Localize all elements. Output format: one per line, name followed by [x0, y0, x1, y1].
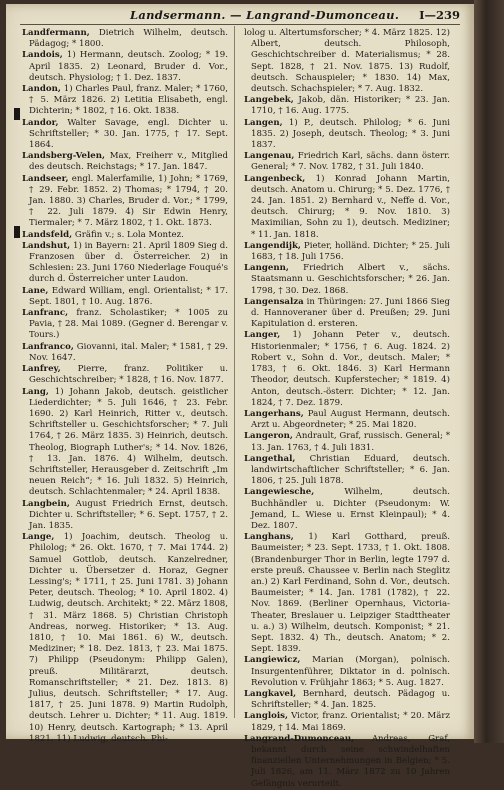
entry-headword: Langebek, [244, 95, 294, 106]
entry-text: Dietrich Wilhelm, deutsch. Pädagog; * 1800. [29, 28, 228, 50]
entry-headword: Landsfeld, [22, 229, 73, 240]
dictionary-entry [22, 364, 228, 386]
entry-text: Victor, franz. Orientalist; * 20. März 1829, † 14. Mai 1869. [251, 711, 450, 733]
entry-text: Marian (Morgan), polnisch. Insurgentenführer, Diktator in d. polnisch. Revolution v. Frühjahr 1863; * 5. Aug. 1827. [251, 655, 450, 688]
entry-headword: Lanfranco, [22, 341, 74, 352]
entry-headword: Landor, [22, 117, 59, 128]
entry-headword: Lanfrey, [22, 364, 61, 375]
entry-headword: Langiewicz, [244, 655, 301, 666]
entry-text: lolog u. Altertumsforscher; * 4. März 1825. 12) Albert, deutsch. Philosoph, Geschichtschreiber d. Materialismus; * 28. Sept. 1828, † 21. Nov. 1875. 13) Rudolf, deutsch. Schauspieler; * 1830. 14) Max, deutsch. Schachspieler; * 7. Aug. 1832. [244, 28, 450, 95]
entry-text: Pieter, holländ. Dichter; * 25. Juli 1683, † 18. Juli 1756. [251, 240, 450, 263]
entry-text: Pierre, franz. Politiker u. Geschichtschreiber; * 1828, † 16. Nov. 1877. [29, 364, 228, 386]
entry-headword: Langer, [244, 330, 281, 341]
entry-text: 1) Joachim, deutsch. Theolog u. Philolog; * 26. Okt. 1670, † 7. Mai 1744. 2) Samuel Gottlob, deutsch. Kanzelredner, Dichter u. Übersetzer d. Horaz, Gegner Lessing's; * 1711, † 25. Juni 1781. 3) Johann Peter, deutsch. Theolog; * 10. April 1802. 4) Ludwig, deutsch. Architekt; * 22. März 1808, † 31. März 1868. 5) Christian Christoph Andreas, norweg. Historiker; * 13. Aug. 1810, † 10. Mai 1861. 6) W., deutsch. Mediziner; * 18. Dez. 1813, † 23. Mai 1875. 7) Philipp (Pseudonym: Philipp Galen), preuß. Militärarzt, deutsch. Romanschriftsteller; * 21. Dez. 1813. 8) Julius, deutsch. Schriftsteller; * 17. Aug. 1817, † 25. Juni 1878. 9) Martin Rudolph, deutsch. Lehrer u. Dichter; * 11. Aug. 1819. 10) Henry, deutsch. Kartograph; * 13. April 1821. 11) Ludwig, deutsch. Phi- [29, 532, 228, 744]
page-header [20, 8, 460, 24]
dictionary-entry [244, 734, 450, 790]
entry-headword: Landseer, [22, 173, 69, 184]
dictionary-entry [22, 286, 228, 308]
dictionary-entry [22, 118, 228, 152]
entry-headword: Langeron, [244, 431, 293, 442]
entry-headword: Langensalza [244, 296, 304, 307]
entry-headword: Lanfranc, [22, 308, 69, 319]
entry-text: Friedrich Albert v., sächs. Staatsmann u. Geschichtsforscher; * 26. Jan. 1798, † 30. Dez. 1868. [251, 263, 450, 296]
entry-text: Paul August Hermann, deutsch. Arzt u. Abgeordneter; * 25. Mai 1820. [251, 408, 450, 431]
dictionary-entry [22, 230, 228, 241]
dictionary-entry [22, 308, 228, 342]
entry-text: 1) Hermann, deutsch. Zoolog; * 19. April 1835. 2) Leonard, Bruder d. Vor., deutsch. Physiolog; † 1. Dez. 1837. [29, 50, 228, 83]
dictionary-entry [244, 711, 450, 733]
dictionary-entry [244, 655, 450, 689]
entry-headword: Langen, [244, 117, 283, 128]
entry-text: 1) Johann Jakob, deutsch. geistlicher Liederdichter; * 5. Juli 1646, † 23. Febr. 1690. 2) Karl Heinrich, Ritter v., deutsch. Schriftsteller u. Geschichtsforscher; * 7. Juli 1764, † 26. März 1835. 3) Heinrich, deutsch. Theolog, Biograph Luther's; * 14. Nov. 1826, † 13. Jan. 1876. 4) Wilhelm, deutsch. Schriftsteller, Herausgeber d. Zeitschrift „Im neuen Reich“; * 16. Juli 1832. 5) Heinrich, deutsch. Schlachtenmaler; * 24. April 1838. [29, 386, 228, 498]
dictionary-entry [22, 84, 228, 118]
entry-text: 1) Karl Gotthard, preuß. Baumeister; * 23. Sept. 1733, † 1. Okt. 1808. (Brandenburger Thor in Berlin, legte 1797 d. erste preuß. Chaussee v. Berlin nach Steglitz an.) 2) Karl Ferdinand, Sohn d. Vor., deutsch. Baumeister; * 14. Jan. 1781 (1782), † 22. Nov. 1869. (Berliner Opernhaus, Victoria-Theater, Breslauer u. Leipziger Stadttheater u. a.) 3) Wilhelm, deutsch. Komponist; * 21. Sept. 1832. 4) Th., deutsch. Anatom; * 2. Sept. 1839. [251, 532, 450, 655]
dictionary-entry [22, 342, 228, 364]
margin-mark [14, 108, 20, 120]
entry-headword: Langenn, [244, 263, 289, 274]
entry-text: 1) Charles Paul, franz. Maler; * 1760, † 5. März 1826. 2) Letitia Elisabeth, engl. Dichterin; * 1802, † 16. Okt. 1838. [29, 84, 228, 117]
dictionary-entry [244, 151, 450, 173]
entry-text: Gräfin v.; s. Lola Montez. [72, 229, 184, 240]
entry-text: 1) P., deutsch. Philolog; * 6. Juni 1835. 2) Joseph, deutsch. Theolog; * 3. Juni 1837. [251, 117, 450, 151]
entry-headword: Langlois, [244, 711, 288, 722]
header-rule [20, 24, 460, 25]
entry-headword: Langendijk, [244, 240, 301, 251]
dictionary-entry [244, 532, 450, 655]
dictionary-entry [244, 28, 450, 95]
dictionary-entry [22, 174, 228, 230]
entry-headword: Landsberg-Velen, [22, 151, 105, 162]
entry-headword: Lang, [22, 386, 49, 397]
entry-text: 1) in Bayern: 21. April 1809 Sieg d. Franzosen über d. Österreicher. 2) in Schlesien: 23. Juni 1760 Niederlage Fouqué's durch d. Österreicher unter Laudon. [29, 240, 228, 285]
entry-text: engl. Malerfamilie, 1) John; * 1769, † 29. Febr. 1852. 2) Thomas; * 1794, † 20. Jan. 1880. 3) Charles, Bruder d. Vor.; * 1799, † 22. Juli 1879. 4) Sir Edwin Henry, Tiermaler; * 7. März 1802, † 1. Okt. 1873. [29, 173, 228, 229]
entry-text: in Thüringen: 27. Juni 1866 Sieg d. Hannoveraner über d. Preußen; 29. Juni Kapitulation d. ersteren. [251, 296, 450, 330]
entry-headword: Langrand-Dumonceau, [244, 733, 355, 744]
dictionary-entry [244, 431, 450, 453]
dictionary-entry [244, 297, 450, 331]
entry-headword: Langenbeck, [244, 173, 306, 184]
entry-headword: Langenau, [244, 151, 295, 162]
dictionary-entry [244, 95, 450, 117]
running-head: Landsermann. — Langrand-Dumonceau. [130, 8, 400, 22]
entry-headword: Lange, [22, 532, 55, 543]
entry-text: Walter Savage, engl. Dichter u. Schriftsteller; * 30. Jan. 1775, † 17. Sept. 1864. [29, 117, 228, 151]
entry-text: Wilhelm, deutsch. Buchhändler u. Dichter (Pseudonym: W. Jemand, L. Wiese u. Ernst Kleinpaul); * 4. Dez. 1807. [251, 487, 450, 531]
entry-text: Andrault, Graf, russisch. General; * 13. Jan. 1763, † 4. Juli 1831. [251, 431, 450, 453]
entry-headword: Landon, [22, 84, 61, 95]
entry-text: Christian Eduard, deutsch. landwirtschaftlicher Schriftsteller; * 6. Jan. 1806, † 25. Juli 1878. [251, 453, 450, 487]
dictionary-entry [244, 241, 450, 263]
entry-headword: Lane, [22, 285, 49, 296]
entry-headword: Langewiesche, [244, 487, 315, 498]
entry-headword: Langbein, [22, 498, 70, 509]
entry-text: Friedrich Karl, sächs. dann österr. General; * 7. Nov. 1782, † 31. Juli 1840. [251, 151, 450, 173]
dictionary-entry [22, 387, 228, 499]
dictionary-entry [22, 499, 228, 533]
entry-text: Bernhard, deutsch. Pädagog u. Schriftsteller; * 4. Jan. 1825. [251, 688, 450, 711]
entry-text: Jakob, dän. Historiker; * 23. Jan. 1710, † 16. Aug. 1775. [251, 95, 450, 117]
dictionary-entry [244, 174, 450, 241]
entry-headword: Langkavel, [244, 688, 297, 699]
margin-mark [14, 226, 20, 238]
entry-headword: Landfermann, [22, 28, 90, 38]
book-spine-edge [474, 0, 504, 743]
page-number: I—239 [419, 8, 460, 22]
entry-text: franz. Scholastiker; * 1005 zu Pavia, † 28. Mai 1089. (Gegner d. Berengar v. Tours.) [29, 308, 228, 341]
left-column [22, 28, 228, 745]
entry-headword: Langerhans, [244, 408, 304, 419]
dictionary-entry [244, 118, 450, 152]
dictionary-entry [244, 263, 450, 297]
entry-text: Edward William, engl. Orientalist; * 17. Sept. 1801, † 10. Aug. 1876. [29, 285, 228, 307]
entry-text: Andreas, Graf, bekannt durch seine schwindelhaften finanziellen Unternehmungen in Belgien; * 5. Juli 1826, am 11. März 1872 zu 10 Jahren Gefängnis verurteilt. [251, 733, 450, 789]
entry-headword: Langhans, [244, 532, 294, 543]
dictionary-entry [22, 241, 228, 286]
dictionary-entry [22, 532, 228, 745]
dictionary-entry [22, 50, 228, 84]
dictionary-entry [22, 28, 228, 50]
entry-text: August Friedrich Ernst, deutsch. Dichter u. Schriftsteller; * 6. Sept. 1757, † 2. Jan. 1835. [29, 498, 228, 531]
entry-headword: Landshut, [22, 240, 71, 251]
column-separator [234, 26, 235, 718]
dictionary-entry [244, 454, 450, 488]
right-column [244, 28, 450, 790]
entry-text: Giovanni, ital. Maler; * 1581, † 29. Nov. 1647. [29, 341, 228, 363]
dictionary-entry [244, 409, 450, 431]
dictionary-entry [244, 330, 450, 408]
dictionary-entry [22, 151, 228, 173]
dictionary-entry [244, 487, 450, 532]
dictionary-entry [244, 689, 450, 711]
entry-text: 1) Johann Peter v., deutsch. Historienmaler; * 1756, † 6. Aug. 1824. 2) Robert v., Sohn d. Vor., deutsch. Maler; * 1783, † 6. Okt. 1846. 3) Karl Hermann Theodor, deutsch. Kupferstecher; * 1819. 4) Anton, deutsch.-österr. Dichter; * 12. Jan. 1824, † 7. Dez. 1879. [251, 330, 450, 408]
entry-text: 1) Konrad Johann Martin, deutsch. Anatom u. Chirurg; * 5. Dez. 1776, † 24. Jan. 1851. 2) Bernhard v., Neffe d. Vor., deutsch. Chirurg; * 9. Nov. 1810. 3) Maximilian, Sohn zu 1), deutsch. Mediziner; * 11. Jan. 1818. [251, 173, 450, 240]
entry-headword: Langethal, [244, 453, 296, 464]
entry-headword: Landois, [22, 50, 63, 61]
entry-text: Max, Freiherr v., Mitglied des deutsch. Reichstags; * 17. Jan. 1847. [29, 151, 228, 173]
